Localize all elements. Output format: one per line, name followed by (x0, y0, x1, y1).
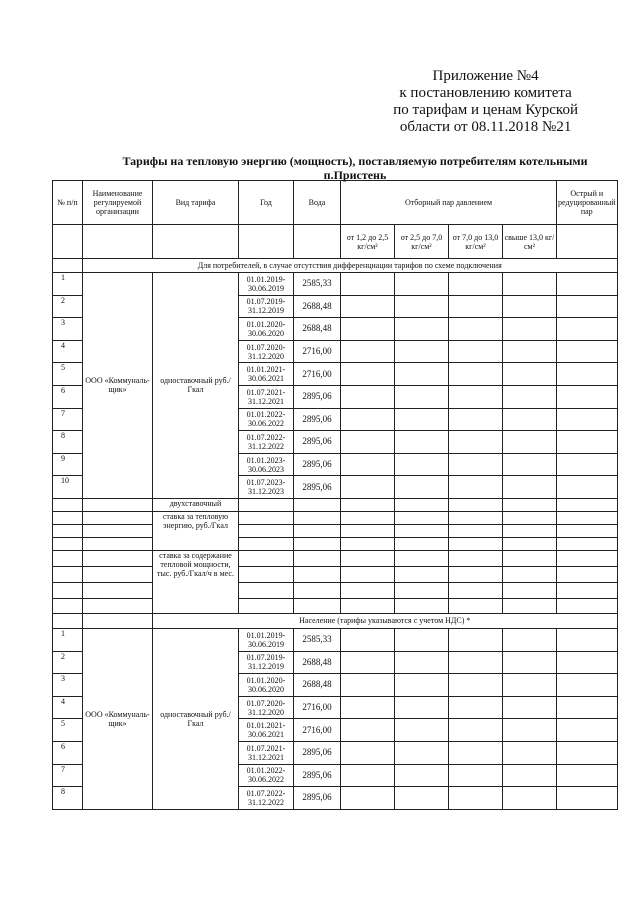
empty-cell (449, 537, 503, 550)
empty-cell (557, 582, 618, 598)
row-number: 9 (53, 453, 83, 476)
water-tariff: 2585,33 (294, 628, 341, 651)
empty-cell (503, 318, 557, 341)
empty-cell (294, 537, 341, 550)
empty-cell (341, 719, 395, 742)
water-tariff: 2895,06 (294, 453, 341, 476)
empty-cell (239, 524, 294, 537)
tariff-kind: одноставочный руб./Гкал (153, 628, 239, 809)
two-part-row (53, 524, 618, 537)
document-title (90, 154, 620, 182)
empty-cell (53, 550, 83, 566)
water-tariff: 2895,06 (294, 764, 341, 787)
empty-cell (341, 498, 395, 511)
water-tariff: 2716,00 (294, 696, 341, 719)
two-part-label: двухставочный (153, 498, 239, 511)
empty-cell (341, 476, 395, 499)
empty-cell (503, 340, 557, 363)
two-part-row (53, 537, 618, 550)
section-cell (83, 613, 153, 628)
row-number: 10 (53, 476, 83, 499)
organization-name: ООО «Коммуналь-щик» (83, 628, 153, 809)
empty-cell (395, 787, 449, 810)
period: 01.07.2019-31.12.2019 (239, 295, 294, 318)
section-population: Население (тарифы указываются с учетом НДС) * (153, 613, 618, 628)
water-tariff: 2716,00 (294, 340, 341, 363)
empty-cell (449, 273, 503, 296)
empty-cell (557, 318, 618, 341)
empty-cell (294, 498, 341, 511)
empty-cell (449, 674, 503, 697)
row-number: 3 (53, 318, 83, 341)
empty-cell (341, 524, 395, 537)
row-number: 2 (53, 295, 83, 318)
empty-cell (557, 340, 618, 363)
header-steam-col-3: от 7,0 до 13,0 кг/см² (449, 225, 503, 259)
appendix-line-1: Приложение №4 (432, 68, 539, 84)
water-tariff: 2688,48 (294, 674, 341, 697)
header-org: Наименование регулируемой организации (83, 181, 153, 225)
empty-cell (53, 566, 83, 582)
empty-cell (557, 741, 618, 764)
empty-cell (503, 524, 557, 537)
water-tariff: 2688,48 (294, 295, 341, 318)
empty-cell (503, 273, 557, 296)
two-part-row (53, 498, 618, 511)
empty-cell (503, 582, 557, 598)
period: 01.01.2023-30.06.2023 (239, 453, 294, 476)
empty-cell (53, 582, 83, 598)
period: 01.01.2019-30.06.2019 (239, 273, 294, 296)
header-year: Год (239, 181, 294, 225)
empty-cell (503, 696, 557, 719)
header-row-1 (53, 181, 618, 225)
empty-cell (557, 408, 618, 431)
empty-cell (503, 651, 557, 674)
water-tariff: 2895,06 (294, 787, 341, 810)
empty-cell (557, 764, 618, 787)
empty-cell (53, 498, 83, 511)
empty-cell (83, 566, 153, 582)
section-cell (53, 613, 83, 628)
empty-cell (503, 511, 557, 524)
empty-cell (294, 511, 341, 524)
empty-cell (395, 582, 449, 598)
title-line-2: п.Пристень (323, 168, 387, 182)
empty-cell (395, 764, 449, 787)
row-number: 5 (53, 719, 83, 742)
empty-cell (503, 408, 557, 431)
period: 01.07.2023-31.12.2023 (239, 476, 294, 499)
empty-cell (341, 431, 395, 454)
empty-cell (503, 453, 557, 476)
empty-cell (294, 566, 341, 582)
empty-cell (83, 550, 153, 566)
water-tariff: 2585,33 (294, 273, 341, 296)
empty-cell (557, 431, 618, 454)
tariff-row (53, 273, 618, 296)
empty-cell (341, 363, 395, 386)
row-number: 1 (53, 628, 83, 651)
empty-cell (557, 566, 618, 582)
empty-cell (395, 273, 449, 296)
empty-cell (395, 476, 449, 499)
period: 01.01.2022-30.06.2022 (239, 408, 294, 431)
empty-cell (341, 318, 395, 341)
empty-cell (449, 628, 503, 651)
empty-cell (449, 524, 503, 537)
two-part-row (53, 582, 618, 598)
empty-cell (449, 741, 503, 764)
empty-cell (83, 498, 153, 511)
empty-cell (341, 674, 395, 697)
empty-cell (294, 582, 341, 598)
row-number: 1 (53, 273, 83, 296)
header-empty (557, 225, 618, 259)
empty-cell (503, 741, 557, 764)
row-number: 7 (53, 764, 83, 787)
empty-cell (83, 524, 153, 537)
empty-cell (449, 566, 503, 582)
empty-cell (449, 385, 503, 408)
empty-cell (395, 696, 449, 719)
empty-cell (341, 408, 395, 431)
empty-cell (557, 476, 618, 499)
period: 01.07.2021-31.12.2021 (239, 741, 294, 764)
period: 01.01.2019-30.06.2019 (239, 628, 294, 651)
period: 01.07.2022-31.12.2022 (239, 431, 294, 454)
appendix-line-4: области от 08.11.2018 №21 (399, 119, 572, 135)
empty-cell (557, 628, 618, 651)
appendix-line-3: по тарифам и ценам Курской (393, 102, 578, 118)
empty-cell (239, 566, 294, 582)
empty-cell (239, 537, 294, 550)
header-empty (239, 225, 294, 259)
empty-cell (294, 524, 341, 537)
empty-cell (503, 476, 557, 499)
organization-name: ООО «Коммуналь-щик» (83, 273, 153, 499)
title-line-1: Тарифы на тепловую энергию (мощность), поставляемую потребителям котельными (122, 154, 588, 168)
water-tariff: 2688,48 (294, 651, 341, 674)
empty-cell (239, 498, 294, 511)
empty-cell (83, 537, 153, 550)
empty-cell (395, 431, 449, 454)
row-number: 4 (53, 696, 83, 719)
empty-cell (395, 537, 449, 550)
header-empty (153, 225, 239, 259)
water-tariff: 2895,06 (294, 476, 341, 499)
empty-cell (341, 696, 395, 719)
period: 01.07.2020-31.12.2020 (239, 340, 294, 363)
empty-cell (449, 408, 503, 431)
empty-cell (449, 363, 503, 386)
empty-cell (449, 787, 503, 810)
empty-cell (294, 550, 341, 566)
header-empty (83, 225, 153, 259)
empty-cell (341, 453, 395, 476)
header-water: Вода (294, 181, 341, 225)
water-tariff: 2688,48 (294, 318, 341, 341)
empty-cell (503, 385, 557, 408)
empty-cell (557, 511, 618, 524)
row-number: 8 (53, 787, 83, 810)
empty-cell (503, 363, 557, 386)
empty-cell (341, 550, 395, 566)
header-steam-col-4: свыше 13,0 кг/см² (503, 225, 557, 259)
empty-cell (395, 363, 449, 386)
empty-cell (395, 651, 449, 674)
empty-cell (53, 537, 83, 550)
empty-cell (341, 340, 395, 363)
tariff-row (53, 628, 618, 651)
row-number: 4 (53, 340, 83, 363)
two-part-row (53, 511, 618, 524)
empty-cell (239, 550, 294, 566)
empty-cell (341, 628, 395, 651)
empty-cell (395, 295, 449, 318)
empty-cell (449, 598, 503, 613)
water-tariff: 2895,06 (294, 408, 341, 431)
empty-cell (503, 550, 557, 566)
two-part-row (53, 598, 618, 613)
two-part-row (53, 550, 618, 566)
empty-cell (503, 719, 557, 742)
header-steam-col-1: от 1,2 до 2,5 кг/см² (341, 225, 395, 259)
empty-cell (557, 498, 618, 511)
period: 01.07.2020-31.12.2020 (239, 696, 294, 719)
empty-cell (395, 318, 449, 341)
empty-cell (449, 476, 503, 499)
row-number: 5 (53, 363, 83, 386)
empty-cell (53, 598, 83, 613)
empty-cell (341, 651, 395, 674)
empty-cell (503, 628, 557, 651)
empty-cell (449, 453, 503, 476)
header-kind: Вид тарифа (153, 181, 239, 225)
section-row-1 (53, 259, 618, 273)
empty-cell (557, 295, 618, 318)
empty-cell (395, 674, 449, 697)
period: 01.07.2021-31.12.2021 (239, 385, 294, 408)
water-tariff: 2716,00 (294, 363, 341, 386)
empty-cell (449, 295, 503, 318)
empty-cell (557, 696, 618, 719)
period: 01.01.2021-30.06.2021 (239, 363, 294, 386)
row-number: 3 (53, 674, 83, 697)
empty-cell (449, 550, 503, 566)
row-number: 7 (53, 408, 83, 431)
period: 01.01.2020-30.06.2020 (239, 674, 294, 697)
empty-cell (557, 719, 618, 742)
empty-cell (503, 566, 557, 582)
empty-cell (341, 598, 395, 613)
empty-cell (503, 674, 557, 697)
empty-cell (557, 524, 618, 537)
empty-cell (395, 550, 449, 566)
empty-cell (503, 498, 557, 511)
empty-cell (83, 582, 153, 598)
water-tariff: 2895,06 (294, 741, 341, 764)
empty-cell (449, 498, 503, 511)
rate-energy-label: ставка за тепловую энергию, руб./Гкал (153, 511, 239, 550)
empty-cell (449, 318, 503, 341)
header-num: № п/п (53, 181, 83, 225)
row-number: 6 (53, 741, 83, 764)
empty-cell (53, 511, 83, 524)
empty-cell (341, 582, 395, 598)
rate-capacity-label: ставка за содержание тепловой мощности, тыс. руб./Гкал/ч в мес. (153, 550, 239, 613)
empty-cell (395, 741, 449, 764)
empty-cell (395, 340, 449, 363)
water-tariff: 2895,06 (294, 385, 341, 408)
empty-cell (395, 628, 449, 651)
empty-cell (557, 385, 618, 408)
row-number: 8 (53, 431, 83, 454)
header-empty (53, 225, 83, 259)
water-tariff: 2716,00 (294, 719, 341, 742)
row-number: 6 (53, 385, 83, 408)
empty-cell (557, 674, 618, 697)
header-sharp-steam: Острый и редуцированный пар (557, 181, 618, 225)
empty-cell (557, 453, 618, 476)
period: 01.07.2022-31.12.2022 (239, 787, 294, 810)
section-consumers: Для потребителей, в случае отсутствия дифференциации тарифов по схеме подключения (83, 259, 618, 273)
water-tariff: 2895,06 (294, 431, 341, 454)
period: 01.01.2022-30.06.2022 (239, 764, 294, 787)
empty-cell (395, 719, 449, 742)
empty-cell (503, 787, 557, 810)
empty-cell (341, 273, 395, 296)
empty-cell (395, 385, 449, 408)
empty-cell (557, 787, 618, 810)
empty-cell (557, 550, 618, 566)
empty-cell (503, 295, 557, 318)
empty-cell (449, 696, 503, 719)
tariff-table-body (53, 181, 618, 810)
empty-cell (239, 511, 294, 524)
empty-cell (557, 598, 618, 613)
period: 01.01.2021-30.06.2021 (239, 719, 294, 742)
empty-cell (449, 340, 503, 363)
empty-cell (395, 566, 449, 582)
empty-cell (341, 295, 395, 318)
empty-cell (503, 431, 557, 454)
empty-cell (449, 582, 503, 598)
empty-cell (449, 511, 503, 524)
empty-cell (449, 764, 503, 787)
empty-cell (341, 385, 395, 408)
empty-cell (395, 524, 449, 537)
empty-cell (557, 363, 618, 386)
empty-cell (557, 537, 618, 550)
period: 01.01.2020-30.06.2020 (239, 318, 294, 341)
empty-cell (449, 651, 503, 674)
empty-cell (503, 764, 557, 787)
empty-cell (239, 582, 294, 598)
empty-cell (449, 431, 503, 454)
tariff-table (52, 180, 618, 810)
appendix-block (393, 68, 578, 136)
empty-cell (341, 741, 395, 764)
section-row-2 (53, 613, 618, 628)
empty-cell (557, 273, 618, 296)
empty-cell (83, 598, 153, 613)
header-steam: Отборный пар давлением (341, 181, 557, 225)
empty-cell (557, 651, 618, 674)
two-part-row (53, 566, 618, 582)
header-row-2 (53, 225, 618, 259)
empty-cell (341, 764, 395, 787)
row-number: 2 (53, 651, 83, 674)
empty-cell (341, 511, 395, 524)
empty-cell (395, 408, 449, 431)
empty-cell (341, 537, 395, 550)
empty-cell (83, 511, 153, 524)
empty-cell (53, 524, 83, 537)
empty-cell (395, 598, 449, 613)
section-cell (53, 259, 83, 273)
tariff-kind: одноставочный руб./Гкал (153, 273, 239, 499)
empty-cell (503, 598, 557, 613)
empty-cell (294, 598, 341, 613)
empty-cell (503, 537, 557, 550)
empty-cell (239, 598, 294, 613)
empty-cell (341, 566, 395, 582)
empty-cell (341, 787, 395, 810)
empty-cell (395, 511, 449, 524)
header-steam-col-2: от 2,5 до 7,0 кг/см² (395, 225, 449, 259)
empty-cell (395, 453, 449, 476)
empty-cell (449, 719, 503, 742)
appendix-line-2: к постановлению комитета (399, 85, 572, 101)
period: 01.07.2019-31.12.2019 (239, 651, 294, 674)
header-empty (294, 225, 341, 259)
empty-cell (395, 498, 449, 511)
